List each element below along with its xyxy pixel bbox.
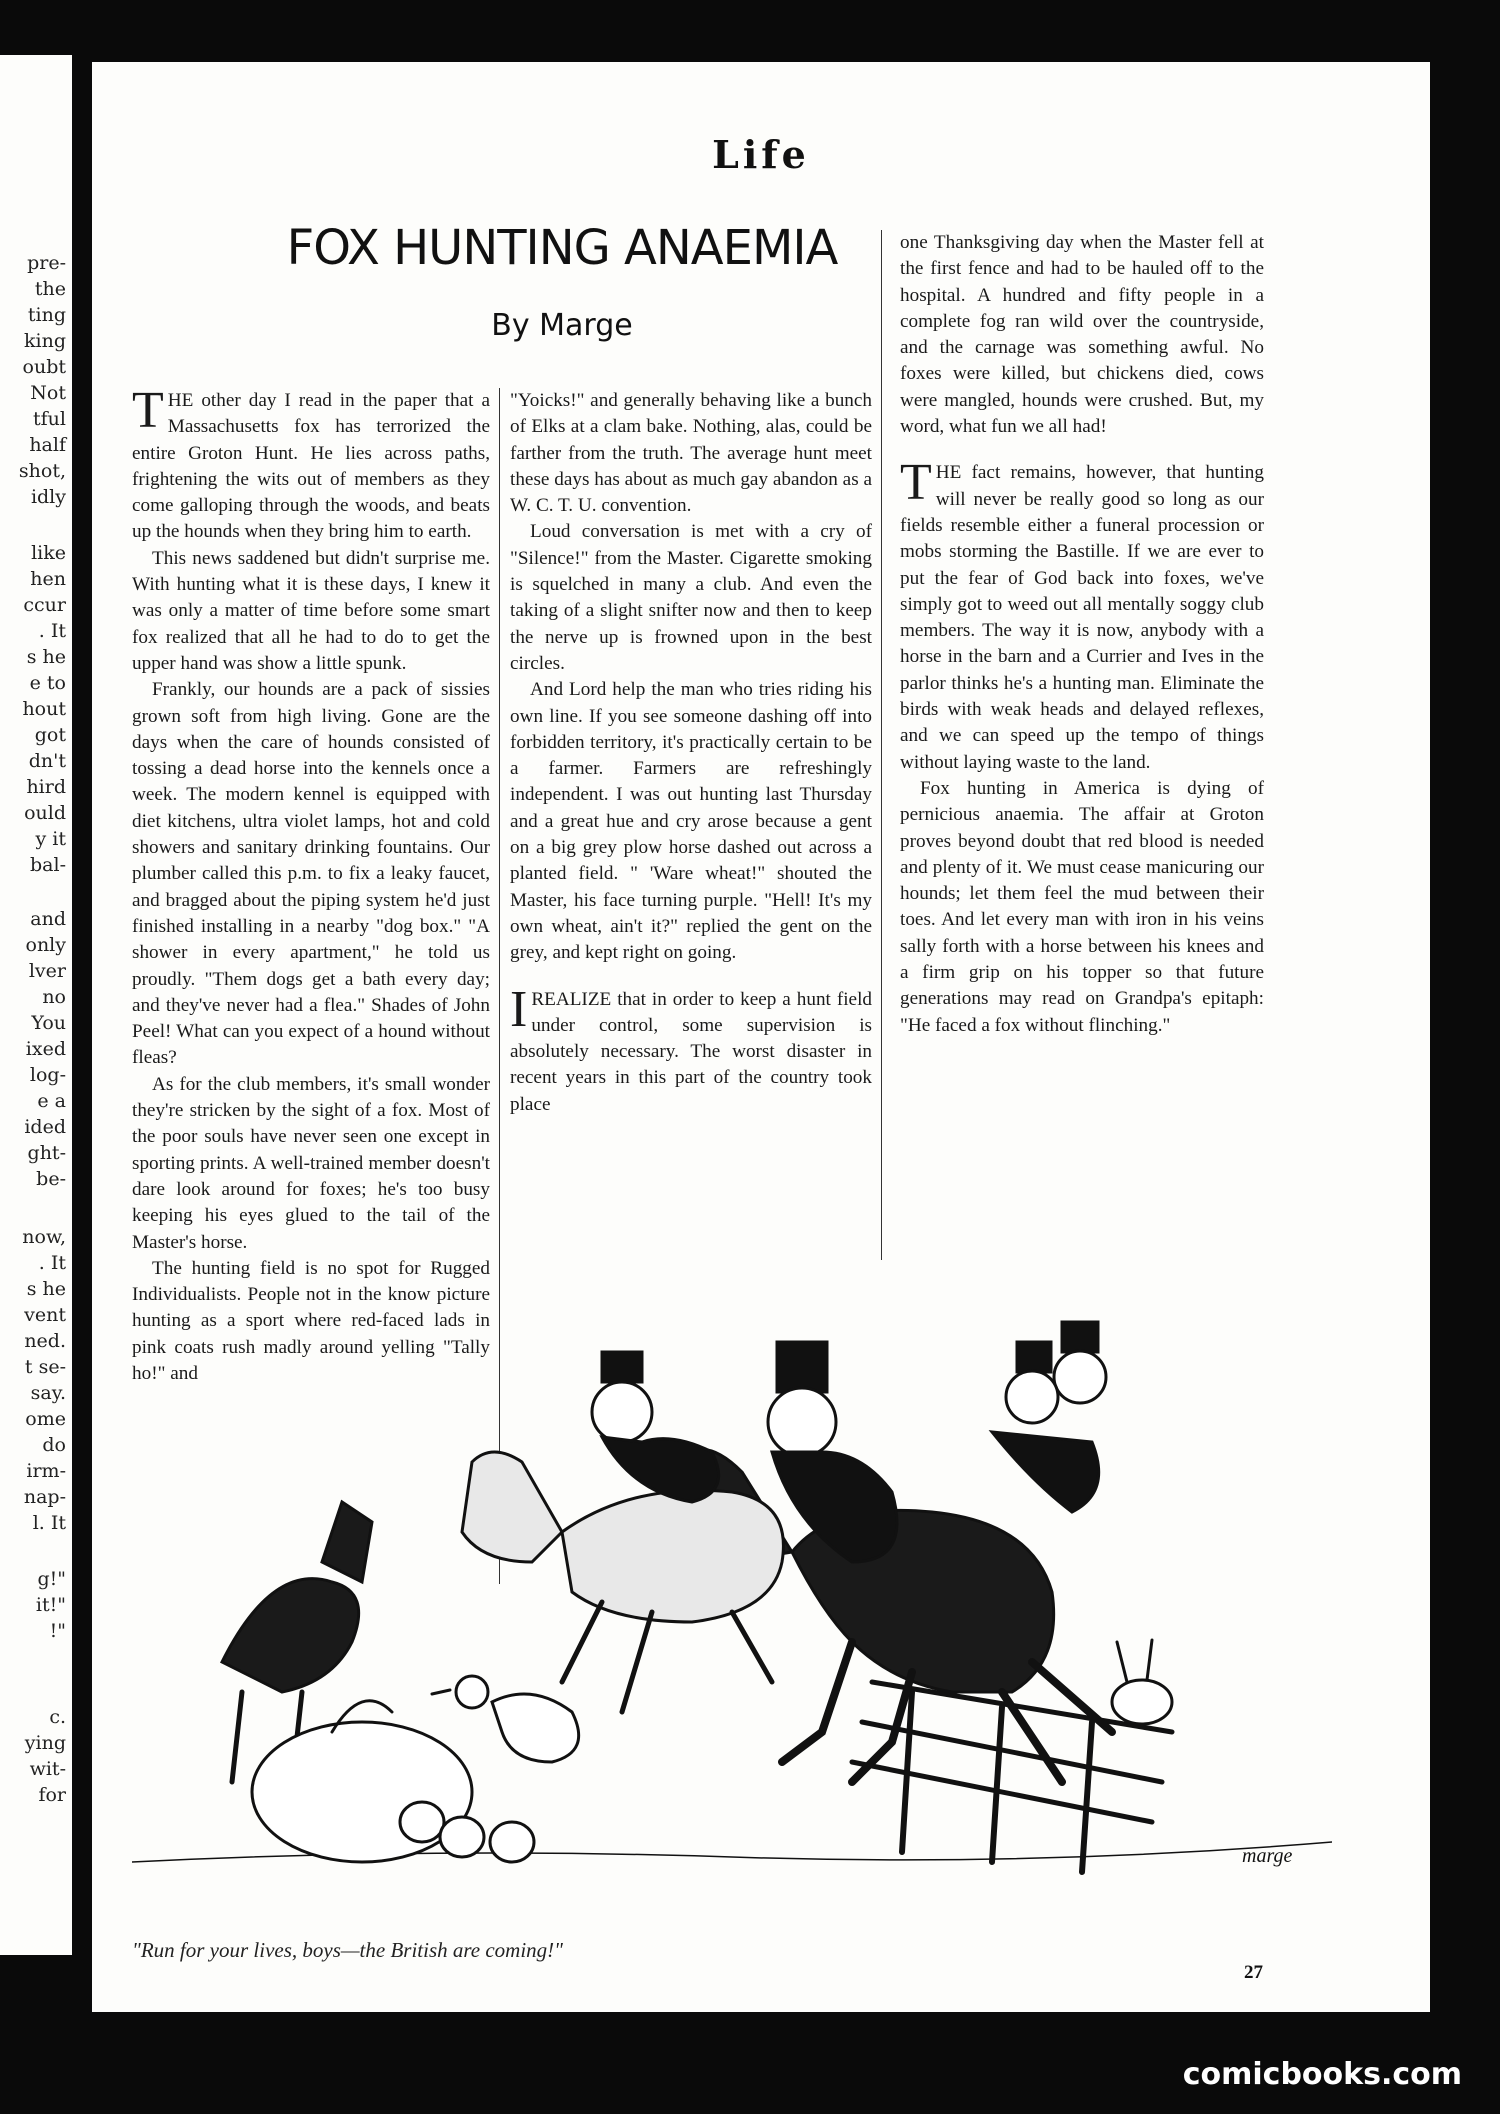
facing-page-text-fragment: king [24,330,66,352]
facing-page-text-fragment: t se- [24,1356,66,1378]
facing-page-text-fragment: now, [22,1226,66,1248]
facing-page-text-fragment: oubt [22,356,66,378]
facing-page-text-fragment: irm- [26,1460,66,1482]
paragraph: Loud conversation is met with a cry of "Silence!" from the Master. Cigarette smoking is squelched in many a club. And even the taking of a slight snifter now and then to keep the nerve up is frowned upon in the best circles. [510,521,872,674]
facing-page-text-fragment: s he [26,646,66,668]
facing-page-text-fragment: nap- [23,1486,66,1508]
facing-page-text-fragment: hen [30,568,66,590]
article-title: FOX HUNTING ANAEMIA [286,220,838,276]
facing-page-text-fragment: s he [26,1278,66,1300]
facing-page-text-fragment: it!" [35,1594,66,1616]
facing-page-text-fragment: y it [35,828,66,850]
facing-page-text-fragment: !" [49,1620,66,1642]
facing-page-text-fragment: ting [27,304,66,326]
facing-page-text-fragment: wit- [29,1758,66,1780]
facing-page-text-fragment: hird [26,776,66,798]
paragraph: "Yoicks!" and generally behaving like a bunch of Elks at a clam bake. Nothing, alas, could be farther from the truth. The average hunt meet these days has about as much gay abandon as a W. C. T. U. convention. [510,390,872,517]
facing-page-text-fragment: only [25,934,66,956]
facing-page-text-fragment: say. [30,1382,66,1404]
paragraph: THE fact remains, however, that hunting will never be really good so long as our fields resemble either a funeral procession or mobs storming the Bastille. If we are ever to put the fear of God back into foxes, we've simply got to weed out all mentally soggy club members. The way it is now, anybody with a horse in the barn and a Currier and Ives in the parlor thinks he's a hunting man. Eliminate the birds with weak heads and delayed reflexes, and we can speed up the tempo of things without laying waste to the land. [900,454,1264,773]
facing-page-text-fragment: c. [49,1706,66,1728]
facing-page-text-fragment: g!" [37,1568,66,1590]
facing-page-text-fragment: dn't [28,750,66,772]
facing-page-text-fragment: be- [36,1168,66,1190]
facing-page-text-fragment: pre- [27,252,66,274]
cartoon-illustration [132,1262,1332,1902]
facing-page-text-fragment: for [38,1784,66,1806]
facing-page-text-fragment: Not [30,382,66,404]
illustration-caption: "Run for your lives, boys—the British are coming!" [132,1938,563,1962]
magazine-page [92,62,1430,2012]
column-3 [900,230,1264,1039]
facing-page-text-fragment: like [31,542,66,564]
facing-page-text-fragment: ould [24,802,66,824]
facing-page-text-fragment: ided [24,1116,66,1138]
facing-page-text-fragment: do [42,1434,66,1456]
facing-page-text-fragment: ght- [27,1142,66,1164]
facing-page-text-fragment: ying [24,1732,66,1754]
paragraph: This news saddened but didn't surprise me. With hunting what it is these days, I knew it was only a matter of time before some smart fox realized that all he had to do to get the upper hand was show a little spunk. [132,547,490,674]
article-byline: By Marge [491,308,633,343]
facing-page-text-fragment: ccur [23,594,66,616]
column-1 [132,382,490,1387]
artist-signature: marge [1242,1845,1293,1867]
paragraph: THE other day I read in the paper that a Massachusetts fox has terrorized the entire Groton Hunt. He lies across paths, frightening the wits out of members as they come galloping through the woods, and beats up the hounds when they bring him to earth. [132,382,490,543]
facing-page-text-fragment: half [29,434,66,456]
page-number: 27 [1244,1962,1263,1983]
facing-page-text-fragment: log- [29,1064,66,1086]
facing-page-text-fragment: lver [28,960,66,982]
facing-page-text-fragment: hout [22,698,66,720]
paragraph: Fox hunting in America is dying of pernicious anaemia. The affair at Groton proves beyond doubt that red blood is needed and plenty of it. We must cease manicuring our hounds; let them feel the mud between their toes. And let every man with iron in his veins sally forth with a horse between his knees and a firm grip on his topper so that future generations may read on Grandpa's epitaph: "He faced a fox without flinching." [900,777,1264,1036]
facing-page-text-fragment: . It [38,1252,66,1274]
facing-page-text-fragment: ned. [24,1330,66,1352]
facing-page-text-fragment: ome [25,1408,66,1430]
facing-page-text-fragment: ixed [25,1038,66,1060]
masthead: Life [712,132,810,177]
facing-page-text-fragment: bal- [30,854,66,876]
facing-page-text-fragment: You [31,1012,66,1034]
paragraph: IREALIZE that in order to keep a hunt field under control, some supervision is absolutely necessary. The worst disaster in recent years in this part of the country took place [510,980,872,1115]
paragraph: Frankly, our hounds are a pack of sissies grown soft from high living. Gone are the days when the care of hounds consisted of tossing a dead horse into the kennels once a week. The modern kennel is equipped with diet kitchens, ultra violet lamps, hot and cold showers and sanitary drinking fountains. Our plumber called this p.m. to fix a leaky faucet, and bragged about the piping system he'd just finished installing in a nearby "dog box." "A shower in every apartment," he told us proudly. "Them dogs get a bath every day; and they've never had a flea." Shades of John Peel! What can you expect of a hound without fleas? [132,679,490,1069]
facing-page-text-fragment: l. It [32,1512,66,1534]
facing-page-text-fragment: tful [33,408,66,430]
paragraph: As for the club members, it's small wonder they're stricken by the sight of a fox. Most of the poor souls have never seen one except in sporting prints. A well-trained member doesn't dare look around for foxes; he's too busy keeping his eyes glued to the tail of the Master's horse. [132,1073,490,1253]
facing-page-text-fragment: idly [30,486,66,508]
facing-page-text-fragment: got [34,724,66,746]
rabbit-graphic [1112,1640,1172,1724]
facing-page-edge [0,55,72,1955]
watermark: comicbooks.com [1182,2057,1462,2092]
facing-page-text-fragment: vent [24,1304,66,1326]
facing-page-text-fragment: the [34,278,66,300]
column-2 [510,388,872,1118]
facing-page-text-fragment: e to [29,672,66,694]
facing-page-text-fragment: e a [37,1090,66,1112]
paragraph: one Thanksgiving day when the Master fell at the first fence and had to be hauled off to the hospital. A hundred and fifty people in a complete fog ran wild over the countryside, and the carnage was something awful. No foxes were killed, but chickens died, cows were mangled, hounds were crushed. But, my word, what fun we all had! [900,232,1264,438]
paragraph: The hunting field is no spot for Rugged Individualists. People not in the know picture hunting as a sport where red-faced lads in pink coats rush madly around yelling "Tally ho!" and [132,1257,490,1384]
column-rule [881,230,882,1260]
facing-page-text-fragment: no [42,986,66,1008]
paragraph: And Lord help the man who tries riding his own line. If you see someone dashing off into forbidden territory, it's practically certain to be a farmer. Farmers are refreshingly independent. I was out hunting last Thursday and a great hue and cry arose because a gent on a big grey plow horse dashed out across a planted field. " 'Ware wheat!" shouted the Master, his face turning purple. "Hell! It's my own wheat, ain't it?" replied the gent on the grey, and kept right on going. [510,679,872,964]
duck-graphic [432,1676,579,1762]
facing-page-text-fragment: and [30,908,66,930]
facing-page-text-fragment: shot, [18,460,66,482]
facing-page-text-fragment: . It [38,620,66,642]
